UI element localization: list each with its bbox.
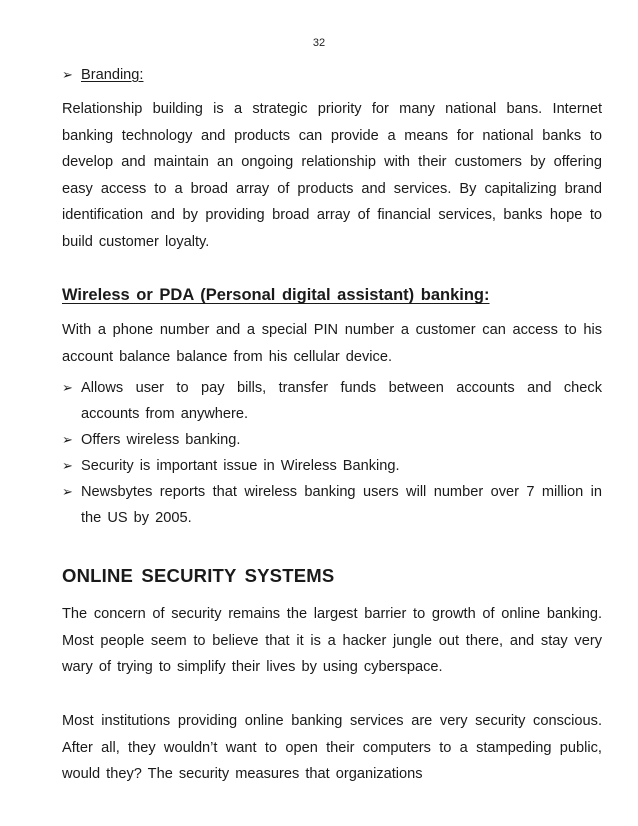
security-paragraph-1-block <box>62 601 602 681</box>
wireless-paragraph-block <box>62 317 602 370</box>
security-heading-block <box>62 565 602 587</box>
wireless-heading: Wireless or PDA (Personal digital assistant) banking: <box>62 286 490 304</box>
branding-paragraph-block <box>62 96 602 255</box>
arrow-bullet-icon: ➢ <box>62 432 73 447</box>
security-paragraph-2: Most institutions providing online banking services are very security conscious. After all, they wouldn’t want to open their computers to a stampeding public, would they? The security measures that organizations <box>62 713 602 782</box>
arrow-bullet-icon: ➢ <box>62 484 73 499</box>
arrow-bullet-icon: ➢ <box>62 67 73 82</box>
page-number: 32 <box>312 37 326 49</box>
list-item <box>62 453 602 479</box>
branding-section <box>62 62 602 88</box>
security-paragraph-2-block <box>62 708 602 788</box>
list-item <box>62 479 602 531</box>
branding-paragraph: Relationship building is a strategic priority for many national bans. Internet banking technology and products can provide a means for national banks to develop and maintain an ongoing relationship with their customers by offering easy access to a broad array of products and services. By capitalizing brand identification and by providing broad array of financial services, banks hope to build customer loyalty. <box>62 101 602 250</box>
branding-bullet-row <box>62 62 602 88</box>
list-item-text: Newsbytes reports that wireless banking users will number over 7 million in the US by 2005. <box>81 484 602 526</box>
wireless-heading-block <box>62 286 602 305</box>
wireless-paragraph: With a phone number and a special PIN number a customer can access to his account balance balance from his cellular device. <box>62 322 602 365</box>
security-heading: ONLINE SECURITY SYSTEMS <box>62 565 335 586</box>
list-item-text: Allows user to pay bills, transfer funds between accounts and check accounts from anywhere. <box>81 380 602 422</box>
arrow-bullet-icon: ➢ <box>62 458 73 473</box>
wireless-bullet-list <box>62 375 602 531</box>
list-item <box>62 427 602 453</box>
branding-label: Branding: <box>81 67 144 83</box>
list-item-text: Security is important issue in Wireless Banking. <box>81 458 400 474</box>
list-item <box>62 375 602 427</box>
list-item-text: Offers wireless banking. <box>81 432 241 448</box>
arrow-bullet-icon: ➢ <box>62 380 73 395</box>
security-paragraph-1: The concern of security remains the largest barrier to growth of online banking. Most people seem to believe that it is a hacker jungle out there, and stay very wary of trying to simplify their lives by using cyberspace. <box>62 606 602 675</box>
